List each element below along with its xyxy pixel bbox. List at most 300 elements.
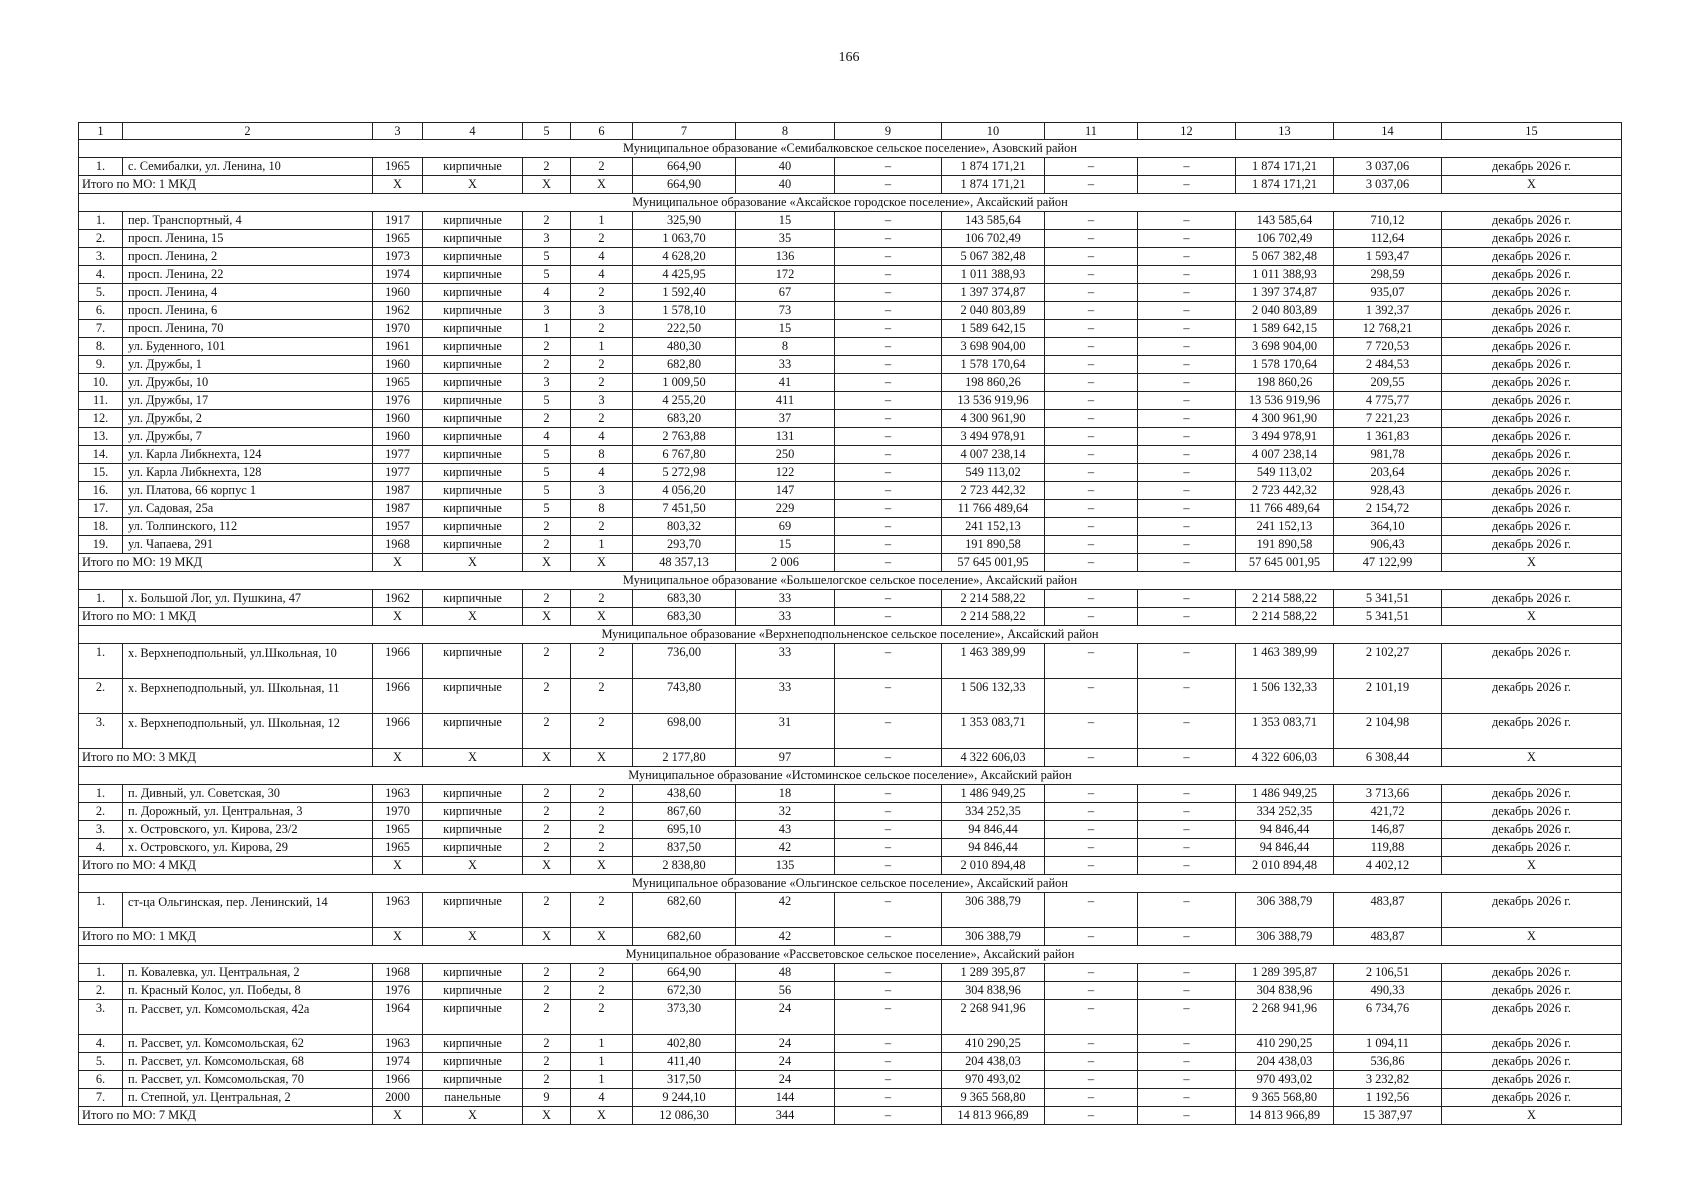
table-cell: 2 723 442,32 (1236, 482, 1334, 500)
table-cell: – (1045, 679, 1138, 714)
table-cell: 3 037,06 (1334, 158, 1442, 176)
table-cell: п. Рассвет, ул. Комсомольская, 70 (123, 1071, 373, 1089)
total-row (79, 928, 1622, 946)
table-cell: – (1138, 482, 1236, 500)
table-cell: 2 (523, 1035, 571, 1053)
table-cell: с. Семибалки, ул. Ленина, 10 (123, 158, 373, 176)
table-cell: – (1045, 982, 1138, 1000)
table-row (79, 248, 1622, 266)
table-cell: 1 397 374,87 (942, 284, 1045, 302)
total-cell: 135 (736, 857, 835, 875)
table-cell: декабрь 2026 г. (1442, 644, 1622, 679)
table-cell: 3. (79, 248, 123, 266)
table-cell: 304 838,96 (942, 982, 1045, 1000)
table-cell: 1 392,37 (1334, 302, 1442, 320)
table-cell: – (1138, 410, 1236, 428)
total-cell: – (1138, 928, 1236, 946)
table-cell: 1 463 389,99 (1236, 644, 1334, 679)
table-cell: 6. (79, 302, 123, 320)
table-row (79, 158, 1622, 176)
table-cell: 682,60 (633, 893, 736, 928)
table-cell: просп. Ленина, 22 (123, 266, 373, 284)
table-cell: кирпичные (423, 356, 523, 374)
table-cell: – (1045, 644, 1138, 679)
table-cell: 2 (523, 338, 571, 356)
table-cell: ул. Чапаева, 291 (123, 536, 373, 554)
table-cell: – (1138, 644, 1236, 679)
table-cell: кирпичные (423, 302, 523, 320)
total-cell: 1 874 171,21 (1236, 176, 1334, 194)
table-cell: – (835, 356, 942, 374)
table-cell: 1965 (373, 230, 423, 248)
total-cell: 6 308,44 (1334, 749, 1442, 767)
table-cell: 2 (571, 803, 633, 821)
table-cell: – (1045, 1053, 1138, 1071)
table-cell: 4 (571, 248, 633, 266)
table-cell: п. Красный Колос, ул. Победы, 8 (123, 982, 373, 1000)
table-cell: – (835, 964, 942, 982)
section-row (79, 140, 1622, 158)
table-cell: 1 192,56 (1334, 1089, 1442, 1107)
table-cell: декабрь 2026 г. (1442, 1089, 1622, 1107)
table-cell: 1970 (373, 320, 423, 338)
table-cell: просп. Ленина, 15 (123, 230, 373, 248)
table-cell: 1 874 171,21 (1236, 158, 1334, 176)
table-cell: 40 (736, 158, 835, 176)
table-cell: 37 (736, 410, 835, 428)
table-cell: 4 (571, 464, 633, 482)
total-cell: – (1045, 176, 1138, 194)
table-cell: 73 (736, 302, 835, 320)
table-cell: 1 (571, 536, 633, 554)
table-cell: – (1045, 212, 1138, 230)
table-cell: х. Большой Лог, ул. Пушкина, 47 (123, 590, 373, 608)
table-cell: 1 589 642,15 (1236, 320, 1334, 338)
table-cell: 1962 (373, 302, 423, 320)
table-cell: – (835, 158, 942, 176)
table-cell: декабрь 2026 г. (1442, 679, 1622, 714)
table-row (79, 464, 1622, 482)
table-cell: 7 221,23 (1334, 410, 1442, 428)
table-row (79, 518, 1622, 536)
table-cell: 24 (736, 1053, 835, 1071)
total-cell: – (1138, 857, 1236, 875)
table-cell: кирпичные (423, 803, 523, 821)
table-cell: – (1045, 392, 1138, 410)
table-cell: – (835, 428, 942, 446)
table-cell: 1974 (373, 1053, 423, 1071)
table-cell: 1965 (373, 374, 423, 392)
table-cell: 41 (736, 374, 835, 392)
table-cell: 1. (79, 590, 123, 608)
table-cell: 373,30 (633, 1000, 736, 1035)
total-label: Итого по МО: 3 МКД (79, 749, 373, 767)
table-cell: 8 (571, 500, 633, 518)
table-cell: 6. (79, 1071, 123, 1089)
total-label: Итого по МО: 1 МКД (79, 608, 373, 626)
table-cell: 9 244,10 (633, 1089, 736, 1107)
table-cell: 18. (79, 518, 123, 536)
table-cell: 7 720,53 (1334, 338, 1442, 356)
table-cell: 1966 (373, 1071, 423, 1089)
total-cell: – (835, 176, 942, 194)
total-cell: Х (373, 176, 423, 194)
table-cell: 144 (736, 1089, 835, 1107)
table-cell: 1 (571, 212, 633, 230)
table-cell: 2 484,53 (1334, 356, 1442, 374)
table-cell: кирпичные (423, 482, 523, 500)
table-cell: 5 (523, 248, 571, 266)
table-cell: 1957 (373, 518, 423, 536)
table-cell: – (835, 392, 942, 410)
table-header (79, 123, 1622, 140)
table-cell: 1 (571, 1035, 633, 1053)
table-cell: 42 (736, 893, 835, 928)
table-cell: 2 (571, 320, 633, 338)
table-cell: 106 702,49 (1236, 230, 1334, 248)
total-cell: 2 838,80 (633, 857, 736, 875)
table-row (79, 1000, 1622, 1035)
table-cell: 743,80 (633, 679, 736, 714)
table-cell: 1 011 388,93 (1236, 266, 1334, 284)
table-cell: 94 846,44 (1236, 839, 1334, 857)
total-cell: 483,87 (1334, 928, 1442, 946)
table-row (79, 500, 1622, 518)
table-cell: 4 (523, 428, 571, 446)
total-cell: 344 (736, 1107, 835, 1125)
table-cell: кирпичные (423, 500, 523, 518)
table-cell: – (1138, 714, 1236, 749)
table-cell: кирпичные (423, 410, 523, 428)
total-cell: Х (423, 749, 523, 767)
total-cell: Х (373, 1107, 423, 1125)
total-cell: – (1045, 857, 1138, 875)
table-cell: 2 763,88 (633, 428, 736, 446)
table-cell: – (835, 1071, 942, 1089)
section-title: Муниципальное образование «Аксайское городское поселение», Аксайский район (79, 194, 1622, 212)
total-cell: Х (423, 608, 523, 626)
table-cell: пер. Транспортный, 4 (123, 212, 373, 230)
table-cell: – (1138, 392, 1236, 410)
table-cell: ул. Дружбы, 2 (123, 410, 373, 428)
table-cell: декабрь 2026 г. (1442, 518, 1622, 536)
table-cell: 2 214 588,22 (1236, 590, 1334, 608)
table-cell: декабрь 2026 г. (1442, 590, 1622, 608)
total-cell: – (1045, 749, 1138, 767)
table-cell: 6 734,76 (1334, 1000, 1442, 1035)
table-cell: 2 (571, 785, 633, 803)
table-cell: 15 (736, 320, 835, 338)
table-cell: 4. (79, 839, 123, 857)
table-cell: 1 289 395,87 (1236, 964, 1334, 982)
table-cell: п. Степной, ул. Центральная, 2 (123, 1089, 373, 1107)
table-cell: 191 890,58 (942, 536, 1045, 554)
table-cell: 2 (523, 1071, 571, 1089)
table-cell: 9 365 568,80 (942, 1089, 1045, 1107)
table-cell: декабрь 2026 г. (1442, 982, 1622, 1000)
total-cell: 3 037,06 (1334, 176, 1442, 194)
table-cell: 2 104,98 (1334, 714, 1442, 749)
table-cell: – (1138, 964, 1236, 982)
table-cell: 7. (79, 1089, 123, 1107)
total-cell: 664,90 (633, 176, 736, 194)
total-row (79, 176, 1622, 194)
section-row (79, 626, 1622, 644)
table-cell: 1966 (373, 679, 423, 714)
table-row (79, 392, 1622, 410)
table-cell: 1 (571, 338, 633, 356)
table-cell: 410 290,25 (1236, 1035, 1334, 1053)
table-cell: 15 (736, 536, 835, 554)
total-cell: Х (423, 1107, 523, 1125)
total-cell: Х (523, 749, 571, 767)
table-cell: 4 056,20 (633, 482, 736, 500)
total-cell: 2 010 894,48 (942, 857, 1045, 875)
total-cell: – (835, 749, 942, 767)
table-cell: 293,70 (633, 536, 736, 554)
table-cell: – (1045, 1089, 1138, 1107)
total-cell: 4 322 606,03 (942, 749, 1045, 767)
table-cell: кирпичные (423, 1035, 523, 1053)
total-row (79, 608, 1622, 626)
table-cell: – (1138, 785, 1236, 803)
table-cell: 143 585,64 (1236, 212, 1334, 230)
table-cell: 334 252,35 (1236, 803, 1334, 821)
table-cell: 2 (523, 1053, 571, 1071)
total-cell: Х (571, 554, 633, 572)
table-cell: 13 536 919,96 (942, 392, 1045, 410)
table-cell: – (835, 785, 942, 803)
table-cell: 3 494 978,91 (942, 428, 1045, 446)
table-cell: 33 (736, 644, 835, 679)
table-cell: ул. Садовая, 25а (123, 500, 373, 518)
table-cell: 4 007 238,14 (942, 446, 1045, 464)
table-cell: 2 (571, 1000, 633, 1035)
table-cell: 935,07 (1334, 284, 1442, 302)
table-cell: кирпичные (423, 392, 523, 410)
table-cell: х. Верхнеподпольный, ул. Школьная, 12 (123, 714, 373, 749)
table-cell: 24 (736, 1000, 835, 1035)
table-cell: 4 (571, 1089, 633, 1107)
table-cell: 191 890,58 (1236, 536, 1334, 554)
table-row (79, 982, 1622, 1000)
table-cell: – (835, 1000, 942, 1035)
table-cell: 736,00 (633, 644, 736, 679)
housing-registry-table (78, 122, 1622, 1125)
total-cell: – (1045, 608, 1138, 626)
table-cell: – (1045, 158, 1138, 176)
table-row (79, 1053, 1622, 1071)
table-cell: 5 272,98 (633, 464, 736, 482)
table-cell: 1 289 395,87 (942, 964, 1045, 982)
total-cell: 5 341,51 (1334, 608, 1442, 626)
table-cell: кирпичные (423, 982, 523, 1000)
table-cell: – (835, 284, 942, 302)
total-cell: – (835, 928, 942, 946)
table-cell: 4 628,20 (633, 248, 736, 266)
table-cell: п. Рассвет, ул. Комсомольская, 42а (123, 1000, 373, 1035)
table-cell: 241 152,13 (942, 518, 1045, 536)
total-cell: 14 813 966,89 (942, 1107, 1045, 1125)
total-cell: 15 387,97 (1334, 1107, 1442, 1125)
column-header-2: 2 (123, 123, 373, 140)
total-cell: Х (571, 176, 633, 194)
table-cell: – (835, 248, 942, 266)
table-cell: 16. (79, 482, 123, 500)
table-cell: – (1045, 839, 1138, 857)
total-cell: 40 (736, 176, 835, 194)
table-cell: 306 388,79 (1236, 893, 1334, 928)
table-cell: 1 011 388,93 (942, 266, 1045, 284)
table-cell: 1 578,10 (633, 302, 736, 320)
table-cell: 2 (523, 893, 571, 928)
table-cell: 56 (736, 982, 835, 1000)
table-cell: кирпичные (423, 893, 523, 928)
table-cell: – (835, 482, 942, 500)
table-cell: 3 (523, 230, 571, 248)
total-cell: Х (571, 1107, 633, 1125)
table-cell: 3. (79, 714, 123, 749)
table-cell: 1960 (373, 428, 423, 446)
table-cell: 4 300 961,90 (942, 410, 1045, 428)
table-cell: – (1045, 446, 1138, 464)
table-cell: 402,80 (633, 1035, 736, 1053)
table-cell: – (1138, 1071, 1236, 1089)
table-cell: – (1045, 964, 1138, 982)
table-cell: 928,43 (1334, 482, 1442, 500)
table-cell: 2 (523, 410, 571, 428)
total-cell: Х (423, 857, 523, 875)
table-cell: кирпичные (423, 266, 523, 284)
table-cell: – (1138, 464, 1236, 482)
table-cell: 5 (523, 446, 571, 464)
table-cell: декабрь 2026 г. (1442, 230, 1622, 248)
table-cell: 1973 (373, 248, 423, 266)
table-cell: 1970 (373, 803, 423, 821)
table-cell: кирпичные (423, 821, 523, 839)
table-cell: – (1138, 1089, 1236, 1107)
table-cell: 13 536 919,96 (1236, 392, 1334, 410)
table-cell: – (835, 230, 942, 248)
total-cell: Х (373, 554, 423, 572)
column-header-15: 15 (1442, 123, 1622, 140)
total-row (79, 857, 1622, 875)
table-cell: 2 154,72 (1334, 500, 1442, 518)
total-cell: Х (523, 554, 571, 572)
table-cell: 5. (79, 284, 123, 302)
table-cell: – (835, 320, 942, 338)
table-cell: – (835, 374, 942, 392)
table-cell: 9 (523, 1089, 571, 1107)
table-cell: 1 593,47 (1334, 248, 1442, 266)
table-cell: – (1138, 982, 1236, 1000)
table-cell: – (1138, 1000, 1236, 1035)
table-cell: 698,00 (633, 714, 736, 749)
table-cell: 1977 (373, 446, 423, 464)
table-cell: кирпичные (423, 518, 523, 536)
table-cell: 43 (736, 821, 835, 839)
table-cell: 1962 (373, 590, 423, 608)
table-cell: 2 268 941,96 (942, 1000, 1045, 1035)
table-cell: декабрь 2026 г. (1442, 446, 1622, 464)
table-cell: 664,90 (633, 158, 736, 176)
table-cell: – (1138, 158, 1236, 176)
table-cell: 2 (571, 893, 633, 928)
table-cell: 1 (523, 320, 571, 338)
table-cell: – (835, 714, 942, 749)
table-cell: 6 767,80 (633, 446, 736, 464)
table-cell: декабрь 2026 г. (1442, 284, 1622, 302)
total-cell: – (1045, 1107, 1138, 1125)
table-cell: 1 094,11 (1334, 1035, 1442, 1053)
total-cell: Х (373, 857, 423, 875)
table-cell: х. Островского, ул. Кирова, 23/2 (123, 821, 373, 839)
table-cell: 203,64 (1334, 464, 1442, 482)
column-header-7: 7 (633, 123, 736, 140)
section-title: Муниципальное образование «Большелогское сельское поселение», Аксайский район (79, 572, 1622, 590)
table-cell: 222,50 (633, 320, 736, 338)
section-row (79, 767, 1622, 785)
table-cell: 4 (523, 284, 571, 302)
table-cell: 1. (79, 893, 123, 928)
column-header-11: 11 (1045, 123, 1138, 140)
table-cell: 2 (571, 356, 633, 374)
table-cell: 18 (736, 785, 835, 803)
table-cell: 682,80 (633, 356, 736, 374)
total-cell: – (1045, 928, 1138, 946)
table-cell: 1 506 132,33 (942, 679, 1045, 714)
table-cell: 970 493,02 (1236, 1071, 1334, 1089)
table-cell: 5 (523, 392, 571, 410)
table-cell: 981,78 (1334, 446, 1442, 464)
table-cell: 5 (523, 500, 571, 518)
table-cell: 8 (736, 338, 835, 356)
section-row (79, 946, 1622, 964)
table-cell: кирпичные (423, 644, 523, 679)
table-row (79, 964, 1622, 982)
table-cell: 3 698 904,00 (942, 338, 1045, 356)
total-cell: 42 (736, 928, 835, 946)
table-row (79, 1071, 1622, 1089)
table-cell: 4 425,95 (633, 266, 736, 284)
page-number: 166 (838, 50, 860, 65)
table-cell: 17. (79, 500, 123, 518)
total-cell: 14 813 966,89 (1236, 1107, 1334, 1125)
column-header-10: 10 (942, 123, 1045, 140)
total-cell: 48 357,13 (633, 554, 736, 572)
table-cell: ул. Карла Либкнехта, 124 (123, 446, 373, 464)
table-cell: 536,86 (1334, 1053, 1442, 1071)
table-cell: 1966 (373, 644, 423, 679)
table-cell: 1987 (373, 482, 423, 500)
table-cell: 2 (523, 590, 571, 608)
table-cell: 1 506 132,33 (1236, 679, 1334, 714)
table-cell: декабрь 2026 г. (1442, 1000, 1622, 1035)
table-cell: – (835, 500, 942, 518)
table-cell: п. Дивный, ул. Советская, 30 (123, 785, 373, 803)
table-cell: 4 255,20 (633, 392, 736, 410)
table-cell: декабрь 2026 г. (1442, 374, 1622, 392)
table-cell: 2 (523, 839, 571, 857)
table-row (79, 893, 1622, 928)
table-cell: декабрь 2026 г. (1442, 464, 1622, 482)
table-row (79, 839, 1622, 857)
table-cell: – (835, 590, 942, 608)
table-cell: 304 838,96 (1236, 982, 1334, 1000)
section-row (79, 875, 1622, 893)
table-cell: – (1138, 338, 1236, 356)
table-cell: 1963 (373, 1035, 423, 1053)
